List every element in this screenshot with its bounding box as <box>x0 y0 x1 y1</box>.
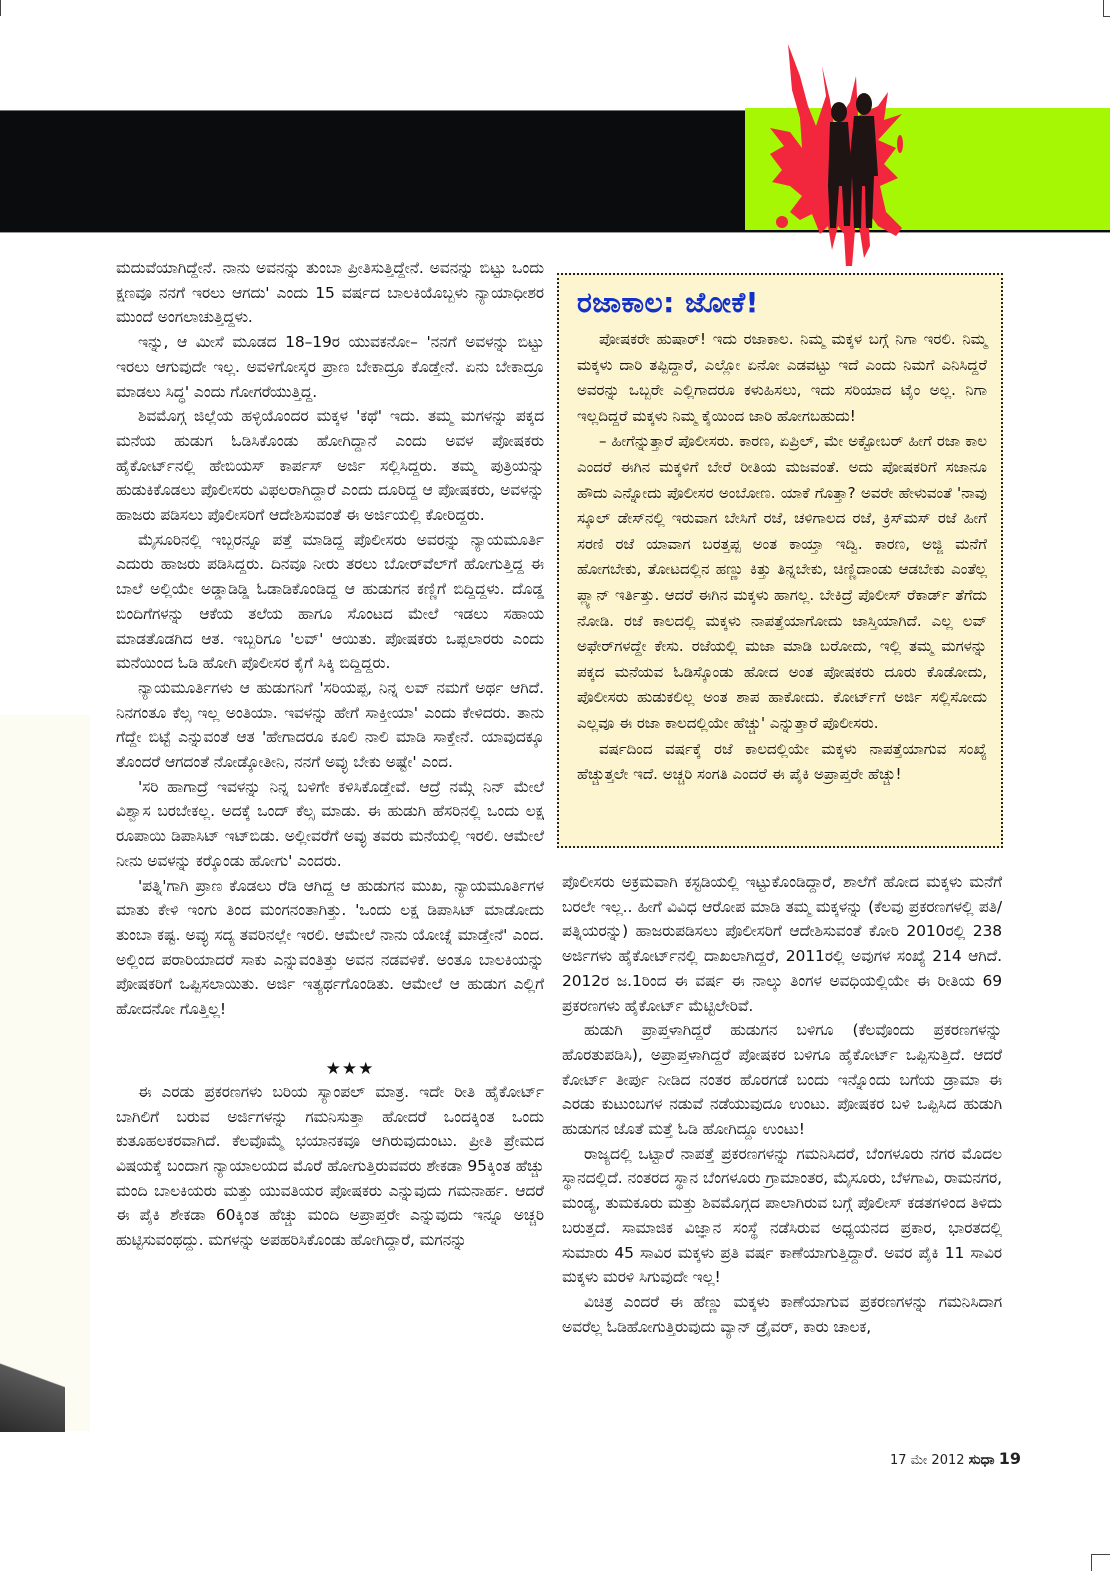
left-margin-panel <box>0 715 90 1431</box>
crop-mark-bottom-right <box>1091 1554 1110 1571</box>
article-paragraph: ಮದುವೆಯಾಗಿದ್ದೇನೆ. ನಾನು ಅವನನ್ನು ತುಂಬಾ ಪ್ರೀತಿಸುತ್ತಿದ್ದೇನೆ. ಅವನನ್ನು ಬಿಟ್ಟು ಒಂದು ಕ್ಷಣವೂ ನನಗೆ ಇರಲು ಆಗದು' ಎಂದು 15 ವರ್ಷದ ಬಾಲಕಿಯೊಬ್ಬಳು ನ್ಯಾಯಾಧೀಶರ ಮುಂದೆ ಅಂಗಲಾಚುತ್ತಿದ್ದಳು. <box>116 259 544 327</box>
issue-date: 17 ಮೇ 2012 <box>890 1453 965 1468</box>
article-paragraph: ರಾಜ್ಯದಲ್ಲಿ ಒಟ್ಟಾರೆ ನಾಪತ್ತೆ ಪ್ರಕರಣಗಳನ್ನು ಗಮನಿಸಿದರೆ, ಬೆಂಗಳೂರು ನಗರ ಮೊದಲ ಸ್ಥಾನದಲ್ಲಿದೆ. ನಂತರದ ಸ್ಥಾನ ಬೆಂಗಳೂರು ಗ್ರಾಮಾಂತರ, ಮೈಸೂರು, ಬೆಳಗಾವಿ, ರಾಮನಗರ, ಮಂಡ್ಯ, ತುಮಕೂರು ಮತ್ತು ಶಿವಮೊಗ್ಗದ ಪಾಲಾಗಿರುವ ಬಗ್ಗೆ ಪೊಲೀಸ್ ಕಡತಗಳಿಂದ ತಿಳಿದು ಬರುತ್ತದೆ. ಸಾಮಾಜಿಕ ವಿಜ್ಞಾನ ಸಂಸ್ಥೆ ನಡೆಸಿರುವ ಅಧ್ಯಯನದ ಪ್ರಕಾರ, ಭಾರತದಲ್ಲಿ ಸುಮಾರು 45 ಸಾವಿರ ಮಕ್ಕಳು ಪ್ರತಿ ವರ್ಷ ಕಾಣೆಯಾಗುತ್ತಿದ್ದಾರೆ. ಅವರ ಪೈಕಿ 11 ಸಾವಿರ ಮಕ್ಕಳು ಮರಳಿ ಸಿಗುವುದೇ ಇಲ್ಲ! <box>562 1144 1002 1287</box>
children-silhouette-splash-illustration <box>760 36 1020 266</box>
sidebox-paragraph: – ಹೀಗೆನ್ನುತ್ತಾರೆ ಪೊಲೀಸರು. ಕಾರಣ, ಏಪ್ರಿಲ್, ಮೇ ಅಕ್ಟೋಬರ್ ಹೀಗೆ ರಜಾ ಕಾಲ ಎಂದರೆ ಈಗಿನ ಮಕ್ಕಳಿಗೆ ಬೇರೆ ರೀತಿಯ ಮಜವಂತೆ. ಅದು ಪೋಷಕರಿಗೆ ಸಜಾನೂ ಹೌದು ಎನ್ನೋದು ಪೊಲೀಸರ ಅಂಬೋಣ. ಯಾಕೆ ಗೊತ್ತಾ? ಅವರೇ ಹೇಳುವಂತೆ 'ನಾವು ಸ್ಕೂಲ್ ಡೇಸ್‌ನಲ್ಲಿ ಇರುವಾಗ ಬೇಸಿಗೆ ರಜೆ, ಚಳಿಗಾಲದ ರಜೆ, ಕ್ರಿಸ್‌ಮಸ್ ರಜೆ ಹೀಗೆ ಸರಣಿ ರಜೆ ಯಾವಾಗ ಬರತ್ತಪ್ಪ ಅಂತ ಕಾಯ್ತಾ ಇದ್ವಿ. ಕಾರಣ, ಅಜ್ಜಿ ಮನೆಗೆ ಹೋಗಬೇಕು, ತೋಟದಲ್ಲಿನ ಹಣ್ಣು ಕಿತ್ತು ತಿನ್ನಬೇಕು, ಚಿಣ್ಣಿದಾಂಡು ಆಡಬೇಕು ಎಂತೆಲ್ಲ ಪ್ಲ್ಯಾನ್ ಇರ್ತಿತ್ತು. ಆದರೆ ಈಗಿನ ಮಕ್ಕಳು ಹಾಗಲ್ಲ. ಬೇಕಿದ್ರೆ ಪೊಲೀಸ್ ರೆಕಾರ್ಡ್ ತೆಗೆದು ನೋಡಿ. ರಜೆ ಕಾಲದಲ್ಲಿ ಮಕ್ಕಳು ನಾಪತ್ತೆಯಾಗೋದು ಜಾಸ್ತಿಯಾಗಿದೆ. ಎಲ್ಲ ಲವ್ ಅಫೇರ್‌ಗಳದ್ದೇ ಕೇಸು. ರಜೆಯಲ್ಲಿ ಮಜಾ ಮಾಡಿ ಬರೋದು, ಇಲ್ಲಿ ತಮ್ಮ ಮಗಳನ್ನು ಪಕ್ಕದ ಮನೆಯವ ಓಡಿಸ್ಕೊಂಡು ಹೋದ ಅಂತ ಪೋಷಕರು ದೂರು ಕೊಡೋದು, ಪೊಲೀಸರು ಹುಡುಕಲಿಲ್ಲ ಅಂತ ಶಾಪ ಹಾಕೋದು. ಕೋರ್ಟ್‌ಗೆ ಅರ್ಜಿ ಸಲ್ಲಿಸೋದು ಎಲ್ಲವೂ ಈ ರಜಾ ಕಾಲದಲ್ಲಿಯೇ ಹೆಚ್ಚು' ಎನ್ನುತ್ತಾರೆ ಪೊಲೀಸರು. <box>577 432 987 732</box>
article-paragraph: ಹುಡುಗಿ ಪ್ರಾಪ್ತಳಾಗಿದ್ದರೆ ಹುಡುಗನ ಬಳಿಗೂ (ಕೆಲವೊಂದು ಪ್ರಕರಣಗಳನ್ನು ಹೊರತುಪಡಿಸಿ), ಅಪ್ರಾಪ್ತಳಾಗಿದ್ದರೆ ಪೋಷಕರ ಬಳಿಗೂ ಹೈಕೋರ್ಟ್ ಒಪ್ಪಿಸುತ್ತಿದೆ. ಆದರೆ ಕೋರ್ಟ್ ತೀರ್ಪು ನೀಡಿದ ನಂತರ ಹೊರಗಡೆ ಬಂದು ಇನ್ನೊಂದು ಬಗೆಯ ಡ್ರಾಮಾ ಈ ಎರಡು ಕುಟುಂಬಗಳ ನಡುವೆ ನಡೆಯುವುದೂ ಉಂಟು. ಪೋಷಕರ ಬಳಿ ಒಪ್ಪಿಸಿದ ಹುಡುಗಿ ಹುಡುಗನ ಜೊತೆ ಮತ್ತೆ ಓಡಿ ಹೋಗಿದ್ದೂ ಉಂಟು! <box>562 1021 1002 1139</box>
magazine-name: ಸುಧಾ <box>968 1452 995 1468</box>
article-paragraph: ಮೈಸೂರಿನಲ್ಲಿ ಇಬ್ಬರನ್ನೂ ಪತ್ತೆ ಮಾಡಿದ್ದ ಪೊಲೀಸರು ಅವರನ್ನು ನ್ಯಾಯಮೂರ್ತಿ ಎದುರು ಹಾಜರು ಪಡಿಸಿದ್ದರು. ದಿನವೂ ನೀರು ತರಲು ಬೋರ್‌ವೆಲ್‌ಗೆ ಹೋಗುತ್ತಿದ್ದ ಈ ಬಾಲೆ ಅಲ್ಲಿಯೇ ಅಡ್ಡಾಡಿಡ್ಡಿ ಓಡಾಡಿಕೊಂಡಿದ್ದ ಆ ಹುಡುಗನ ಕಣ್ಣಿಗೆ ಬಿದ್ದಿದ್ದಳು. ದೊಡ್ಡ ಬಿಂದಿಗೆಗಳನ್ನು ಆಕೆಯ ತಲೆಯ ಹಾಗೂ ಸೊಂಟದ ಮೇಲೆ ಇಡಲು ಸಹಾಯ ಮಾಡತೊಡಗಿದ ಆತ. ಇಬ್ಬರಿಗೂ 'ಲವ್' ಆಯಿತು. ಪೋಷಕರು ಒಪ್ಪಲಾರರು ಎಂದು ಮನೆಯಿಂದ ಓಡಿ ಹೋಗಿ ಪೊಲೀಸರ ಕೈಗೆ ಸಿಕ್ಕಿ ಬಿದ್ದಿದ್ದರು. <box>116 530 544 673</box>
article-paragraph: ವಿಚಿತ್ರ ಎಂದರೆ ಈ ಹೆಣ್ಣು ಮಕ್ಕಳು ಕಾಣೆಯಾಗುವ ಪ್ರಕರಣಗಳನ್ನು ಗಮನಿಸಿದಾಗ ಅವರೆಲ್ಲ ಓಡಿಹೋಗುತ್ತಿರುವುದು ವ್ಯಾನ್ ಡ್ರೈವರ್, ಕಾರು ಚಾಲಕ, <box>562 1292 1002 1336</box>
article-paragraph: 'ಪತ್ನಿ'ಗಾಗಿ ಪ್ರಾಣ ಕೊಡಲು ರೆಡಿ ಆಗಿದ್ದ ಆ ಹುಡುಗನ ಮುಖ, ನ್ಯಾಯಮೂರ್ತಿಗಳ ಮಾತು ಕೇಳಿ ಇಂಗು ತಿಂದ ಮಂಗನಂತಾಗಿತ್ತು. 'ಒಂದು ಲಕ್ಷ ಡಿಪಾಸಿಟ್ ಮಾಡೋದು ತುಂಬಾ ಕಷ್ಟ. ಅವ್ಳು ಸದ್ಯ ತವರಿನಲ್ಲೇ ಇರಲಿ. ಆಮೇಲೆ ನಾನು ಯೋಚ್ನೆ ಮಾಡ್ತೇನೆ' ಎಂದ. ಅಲ್ಲಿಂದ ಪರಾರಿಯಾದರೆ ಸಾಕು ಎನ್ನುವಂತಿತ್ತು ಅವನ ನಡವಳಿಕೆ. ಅಂತೂ ಬಾಲಕಿಯನ್ನು ಪೋಷಕರಿಗೆ ಒಪ್ಪಿಸಲಾಯಿತು. ಅರ್ಜಿ ಇತ್ಯರ್ಥಗೊಂಡಿತು. ಆಮೇಲೆ ಆ ಹುಡುಗ ಎಲ್ಲಿಗೆ ಹೋದನೋ ಗೊತ್ತಿಲ್ಲ! <box>116 876 544 1019</box>
crop-mark-top-right <box>1103 0 1110 17</box>
article-column-right <box>562 870 1002 1339</box>
article-paragraph: ಇನ್ನು, ಆ ಮೀಸೆ ಮೂಡದ 18–19ರ ಯುವಕನೋ– 'ನನಗೆ ಅವಳನ್ನು ಬಿಟ್ಟು ಇರಲು ಆಗುವುದೇ ಇಲ್ಲ. ಅವಳಿಗೋಸ್ಕರ ಪ್ರಾಣ ಬೇಕಾದ್ರೂ ಕೊಡ್ತೇನೆ. ಏನು ಬೇಕಾದ್ರೂ ಮಾಡಲು ಸಿದ್ಧ' ಎಂದು ಗೋಗರೆಯುತ್ತಿದ್ದ. <box>116 333 544 401</box>
section-separator-stars: ★★★ <box>325 1058 375 1079</box>
article-paragraph: ಪೊಲೀಸರು ಅಕ್ರಮವಾಗಿ ಕಸ್ಟಡಿಯಲ್ಲಿ ಇಟ್ಟುಕೊಂಡಿದ್ದಾರೆ, ಶಾಲೆಗೆ ಹೋದ ಮಕ್ಕಳು ಮನೆಗೆ ಬರಲೇ ಇಲ್ಲ.. ಹೀಗೆ ವಿವಿಧ ಆರೋಪ ಮಾಡಿ ತಮ್ಮ ಮಕ್ಕಳನ್ನು (ಕೆಲವು ಪ್ರಕರಣಗಳಲ್ಲಿ ಪತಿ/ ಪತ್ನಿಯರನ್ನು) ಹಾಜರುಪಡಿಸಲು ಪೊಲೀಸರಿಗೆ ಆದೇಶಿಸುವಂತೆ ಕೋರಿ 2010ರಲ್ಲಿ 238 ಅರ್ಜಿಗಳು ಹೈಕೋರ್ಟ್‌ನಲ್ಲಿ ದಾಖಲಾಗಿದ್ದರೆ, 2011ರಲ್ಲಿ ಅವುಗಳ ಸಂಖ್ಯೆ 214 ಆಗಿದೆ. 2012ರ ಜ.1ರಿಂದ ಈ ವರ್ಷ ಈ ನಾಲ್ಕು ತಿಂಗಳ ಅವಧಿಯಲ್ಲಿಯೇ ಈ ರೀತಿಯ 69 ಪ್ರಕರಣಗಳು ಹೈಕೋರ್ಟ್ ಮೆಟ್ಟಿಲೇರಿವೆ. <box>562 873 1002 1015</box>
crop-mark-top-left <box>0 0 2 16</box>
page-number: 19 <box>998 1449 1021 1468</box>
article-column-left <box>116 256 544 1253</box>
article-paragraph: ನ್ಯಾಯಮೂರ್ತಿಗಳು ಆ ಹುಡುಗನಿಗೆ 'ಸರಿಯಪ್ಪ, ನಿನ್ನ ಲವ್ ನಮಗೆ ಅರ್ಥ ಆಗಿದೆ. ನಿನಗಂತೂ ಕೆಲ್ಸ ಇಲ್ಲ ಅಂತಿಯಾ. ಇವಳನ್ನು ಹೇಗೆ ಸಾಕ್ತೀಯಾ' ಎಂದು ಕೇಳಿದರು. ತಾನು ಗೆದ್ದೇ ಬಿಟ್ಟೆ ಎನ್ನುವಂತೆ ಆತ 'ಹೇಗಾದರೂ ಕೂಲಿ ನಾಲಿ ಮಾಡಿ ಸಾಕ್ತೇನೆ. ಯಾವುದಕ್ಕೂ ತೊಂದರೆ ಆಗದಂತೆ ನೋಡ್ಕೋತೀನಿ, ನನಗೆ ಅವ್ಳು ಬೇಕು ಅಷ್ಟೇ' ಎಂದ. <box>116 678 544 772</box>
sidebox-title: ರಜಾಕಾಲ: ಜೋಕೆ! <box>577 286 759 319</box>
article-paragraph: ಶಿವಮೊಗ್ಗ ಜಿಲ್ಲೆಯ ಹಳ್ಳಿಯೊಂದರ ಮಕ್ಕಳ 'ಕಥೆ' ಇದು. ತಮ್ಮ ಮಗಳನ್ನು ಪಕ್ಕದ ಮನೆಯ ಹುಡುಗ ಓಡಿಸಿಕೊಂಡು ಹೋಗಿದ್ದಾನೆ ಎಂದು ಅವಳ ಪೋಷಕರು ಹೈಕೋರ್ಟ್‌ನಲ್ಲಿ ಹೇಬಿಯಸ್ ಕಾರ್ಪಸ್ ಅರ್ಜಿ ಸಲ್ಲಿಸಿದ್ದರು. ತಮ್ಮ ಪುತ್ರಿಯನ್ನು ಹುಡುಕಿಕೊಡಲು ಪೊಲೀಸರು ವಿಫಲರಾಗಿದ್ದಾರೆ ಎಂದು ದೂರಿದ್ದ ಆ ಪೋಷಕರು, ಅವಳನ್ನು ಹಾಜರು ಪಡಿಸಲು ಪೊಲೀಸರಿಗೆ ಆದೇಶಿಸುವಂತೆ ಈ ಅರ್ಜಿಯಲ್ಲಿ ಕೋರಿದ್ದರು. <box>116 407 544 525</box>
article-paragraph: ಈ ಎರಡು ಪ್ರಕರಣಗಳು ಬರಿಯ ಸ್ಯಾಂಪಲ್ ಮಾತ್ರ. ಇದೇ ರೀತಿ ಹೈಕೋರ್ಟ್ ಬಾಗಿಲಿಗೆ ಬರುವ ಅರ್ಜಿಗಳನ್ನು ಗಮನಿಸುತ್ತಾ ಹೋದರೆ ಒಂದಕ್ಕಿಂತ ಒಂದು ಕುತೂಹಲಕರವಾಗಿದೆ. ಕೆಲವೊಮ್ಮೆ ಭಯಾನಕವೂ ಆಗಿರುವುದುಂಟು. ಪ್ರೀತಿ ಪ್ರೇಮದ ವಿಷಯಕ್ಕೆ ಬಂದಾಗ ನ್ಯಾಯಾಲಯದ ಮೊರೆ ಹೋಗುತ್ತಿರುವವರು ಶೇಕಡಾ 95ಕ್ಕಿಂತ ಹೆಚ್ಚು ಮಂದಿ ಬಾಲಕಿಯರು ಮತ್ತು ಯುವತಿಯರ ಪೋಷಕರು ಎನ್ನುವುದು ಗಮನಾರ್ಹ. ಆದರೆ ಈ ಪೈಕಿ ಶೇಕಡಾ 60ಕ್ಕಿಂತ ಹೆಚ್ಚು ಮಂದಿ ಅಪ್ರಾಪ್ತರೇ ಎನ್ನುವುದು ಇನ್ನೂ ಅಚ್ಚರಿ ಹುಟ್ಟಿಸುವಂಥದ್ದು. ಮಗಳನ್ನು ಅಪಹರಿಸಿಕೊಂಡು ಹೋಗಿದ್ದಾರೆ, ಮಗನನ್ನು <box>116 1082 544 1250</box>
sidebox-body <box>577 327 987 788</box>
sidebar-box-holiday-warning <box>557 273 1003 848</box>
page-footer <box>890 1449 1021 1471</box>
sidebox-paragraph: ವರ್ಷದಿಂದ ವರ್ಷಕ್ಕೆ ರಜೆ ಕಾಲದಲ್ಲಿಯೇ ಮಕ್ಕಳು ನಾಪತ್ತೆಯಾಗುವ ಸಂಖ್ಯೆ ಹೆಚ್ಚುತ್ತಲೇ ಇದೆ. ಅಚ್ಚರಿ ಸಂಗತಿ ಎಂದರೆ ಈ ಪೈಕಿ ಅಪ್ರಾಪ್ತರೇ ಹೆಚ್ಚು! <box>577 739 987 784</box>
sidebox-paragraph: ಪೋಷಕರೇ ಹುಷಾರ್! ಇದು ರಜಾಕಾಲ. ನಿಮ್ಮ ಮಕ್ಕಳ ಬಗ್ಗೆ ನಿಗಾ ಇರಲಿ. ನಿಮ್ಮ ಮಕ್ಕಳು ದಾರಿ ತಪ್ಪಿದ್ದಾರೆ, ಎಲ್ಲೋ ಏನೋ ಎಡವಟ್ಟು ಇದೆ ಎಂದು ನಿಮಗೆ ಎನಿಸಿದ್ದರೆ ಅವರನ್ನು ಒಬ್ಬರೇ ಎಲ್ಲಿಗಾದರೂ ಕಳುಹಿಸಲು, ಇದು ಸರಿಯಾದ ಟೈಂ ಅಲ್ಲ. ನಿಗಾ ಇಲ್ಲದಿದ್ದರೆ ಮಕ್ಕಳು ನಿಮ್ಮ ಕೈಯಿಂದ ಜಾರಿ ಹೋಗಬಹುದು! <box>577 330 987 425</box>
section-spacer <box>116 1022 544 1058</box>
left-margin-shadow-image <box>0 1330 65 1432</box>
article-paragraph: 'ಸರಿ ಹಾಗಾದ್ರೆ ಇವಳನ್ನು ನಿನ್ನ ಬಳಿಗೇ ಕಳಿಸಿಕೊಡ್ತೇವೆ. ಆದ್ರೆ ನಮ್ಗೆ ನಿನ್ ಮೇಲೆ ವಿಶ್ವಾಸ ಬರಬೇಕಲ್ಲ. ಅದಕ್ಕೆ ಒಂದ್ ಕೆಲ್ಸ ಮಾಡು. ಈ ಹುಡುಗಿ ಹೆಸರಿನಲ್ಲಿ ಒಂದು ಲಕ್ಷ ರೂಪಾಯಿ ಡಿಪಾಸಿಟ್ ಇಟ್‌ಬಿಡು. ಅಲ್ಲೀವರೆಗೆ ಅವ್ಳು ತವರು ಮನೆಯಲ್ಲಿ ಇರಲಿ. ಆಮೇಲೆ ನೀನು ಅವಳನ್ನು ಕರ್‍ಕೊಂಡು ಹೋಗು' ಎಂದರು. <box>116 777 544 870</box>
